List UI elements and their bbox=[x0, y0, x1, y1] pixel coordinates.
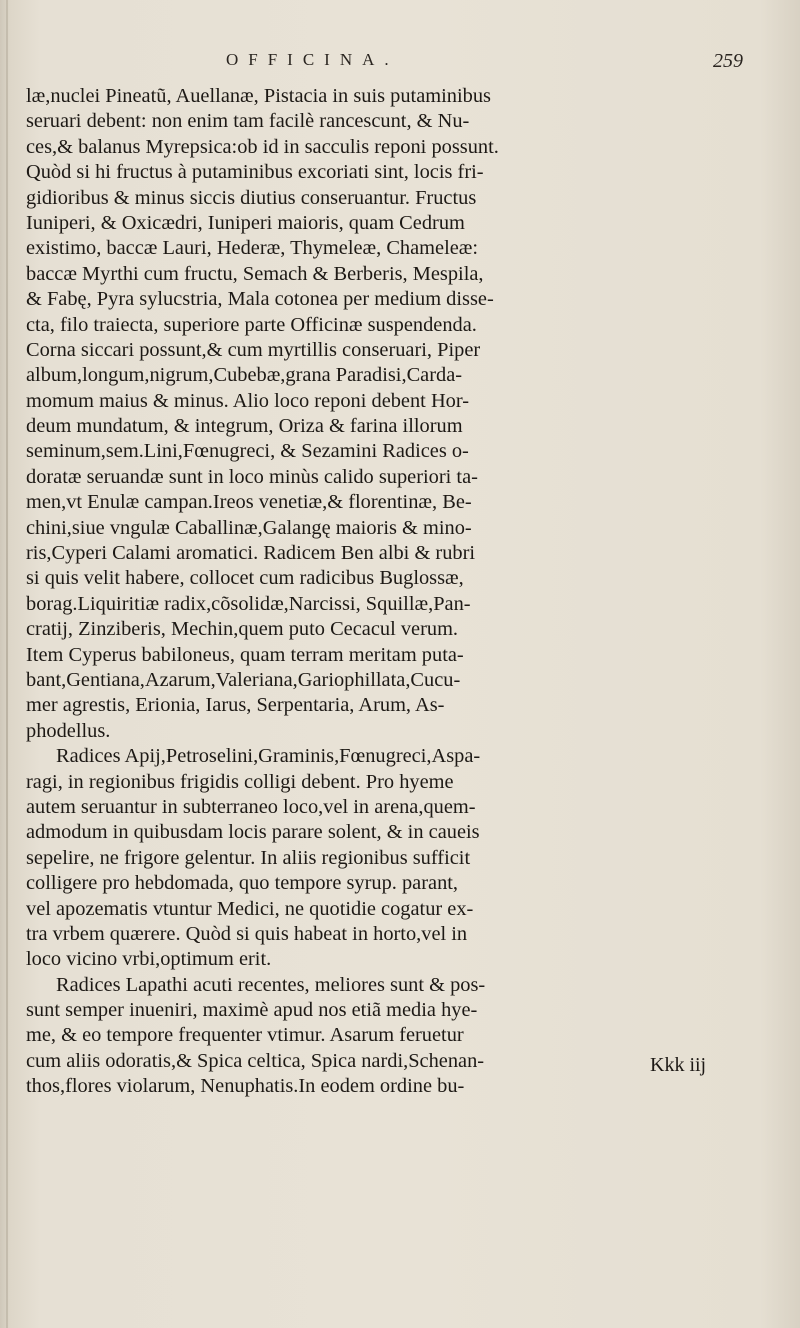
text-line: Item Cyperus babiloneus, quam terram meritam puta- bbox=[26, 643, 464, 666]
text-line: autem seruantur in subterraneo loco,vel in arena,quem- bbox=[26, 795, 476, 818]
text-line: doratæ seruandæ sunt in loco minùs calido superiori ta- bbox=[26, 465, 478, 488]
text-line: cum aliis odoratis,& Spica celtica, Spica nardi,Schenan- bbox=[26, 1049, 485, 1072]
text-line: Radices Apij,Petroselini,Graminis,Fœnugreci,Aspa- bbox=[56, 745, 481, 768]
text-line: admodum in quibusdam locis parare solent, & in caueis bbox=[26, 821, 480, 844]
text-line: chini,siue vngulæ Caballinæ,Galangę maioris & mino- bbox=[26, 516, 472, 539]
page-number: 259 bbox=[713, 50, 743, 72]
text-line: deum mundatum, & integrum, Oriza & farina illorum bbox=[26, 415, 463, 438]
text-line: si quis velit habere, collocet cum radicibus Buglossæ, bbox=[26, 567, 464, 590]
text-line: mer agrestis, Erionia, Iarus, Serpentaria, Arum, As- bbox=[26, 694, 445, 717]
text-line: colligere pro hebdomada, quo tempore syrup. parant, bbox=[26, 872, 459, 895]
text-line: seruari debent: non enim tam facilè rancescunt, & Nu- bbox=[26, 110, 470, 133]
text-line: cta, filo traiecta, superiore parte Officinæ suspendenda. bbox=[26, 313, 477, 336]
text-line: baccæ Myrthi cum fructu, Semach & Berberis, Mespila, bbox=[26, 262, 484, 285]
running-title: OFFICINA. bbox=[226, 50, 399, 69]
text-line: men,vt Enulæ campan.Ireos venetiæ,& florentinæ, Be- bbox=[26, 491, 472, 514]
text-line: Iuniperi, & Oxicædri, Iuniperi maioris, quam Cedrum bbox=[26, 211, 465, 234]
text-line: Quòd si hi fructus à putaminibus excoriati sint, locis fri- bbox=[26, 161, 484, 184]
signature-mark: Kkk iij bbox=[650, 1054, 707, 1076]
text-line: læ,nuclei Pineatũ, Auellanæ, Pistacia in suis putaminibus bbox=[26, 85, 491, 107]
text-line: me, & eo tempore frequenter vtimur. Asarum feruetur bbox=[26, 1024, 464, 1047]
page-header bbox=[0, 44, 800, 84]
text-line: cratij, Zinziberis, Mechin,quem puto Cecacul verum. bbox=[26, 618, 459, 641]
text-line: loco vicino vrbi,optimum erit. bbox=[26, 948, 272, 971]
text-line: Corna siccari possunt,& cum myrtillis conseruari, Piper bbox=[26, 338, 481, 361]
text-line: album,longum,nigrum,Cubebæ,grana Paradisi,Carda- bbox=[26, 364, 463, 387]
text-line: vel apozematis vtuntur Medici, ne quotidie cogatur ex- bbox=[26, 897, 474, 920]
text-line: borag.Liquiritiæ radix,cõsolidæ,Narcissi, Squillæ,Pan- bbox=[26, 592, 471, 615]
text-line: tra vrbem quærere. Quòd si quis habeat in horto,vel in bbox=[26, 922, 468, 945]
text-line: Radices Lapathi acuti recentes, meliores sunt & pos- bbox=[56, 973, 486, 996]
text-line: phodellus. bbox=[26, 719, 111, 742]
text-line: & Fabę, Pyra sylucstria, Mala cotonea per medium disse- bbox=[26, 288, 494, 311]
text-line: ragi, in regionibus frigidis colligi debent. Pro hyeme bbox=[26, 770, 454, 793]
text-line: ces,& balanus Myrepsica:ob id in sacculis reponi possunt. bbox=[26, 135, 499, 158]
text-line: seminum,sem.Lini,Fœnugreci, & Sezamini Radices o- bbox=[26, 440, 469, 463]
text-line: gidioribus & minus siccis diutius conseruantur. Fructus bbox=[26, 186, 477, 209]
text-line: ris,Cyperi Calami aromatici. Radicem Ben albi & rubri bbox=[26, 542, 476, 565]
text-line: sepelire, ne frigore gelentur. In aliis regionibus sufficit bbox=[26, 846, 471, 869]
text-line: momum maius & minus. Alio loco reponi debent Hor- bbox=[26, 389, 470, 412]
text-line: existimo, baccæ Lauri, Hederæ, Thymeleæ, Chameleæ: bbox=[26, 237, 479, 260]
binding-gutter bbox=[6, 0, 8, 1328]
text-line: sunt semper inueniri, maximè apud nos etiã media hye- bbox=[26, 999, 478, 1022]
body-text bbox=[26, 84, 766, 1100]
text-line: thos,flores violarum, Nenuphatis.In eodem ordine bu- bbox=[26, 1075, 465, 1098]
text-line: bant,Gentiana,Azarum,Valeriana,Gariophillata,Cucu- bbox=[26, 668, 461, 691]
